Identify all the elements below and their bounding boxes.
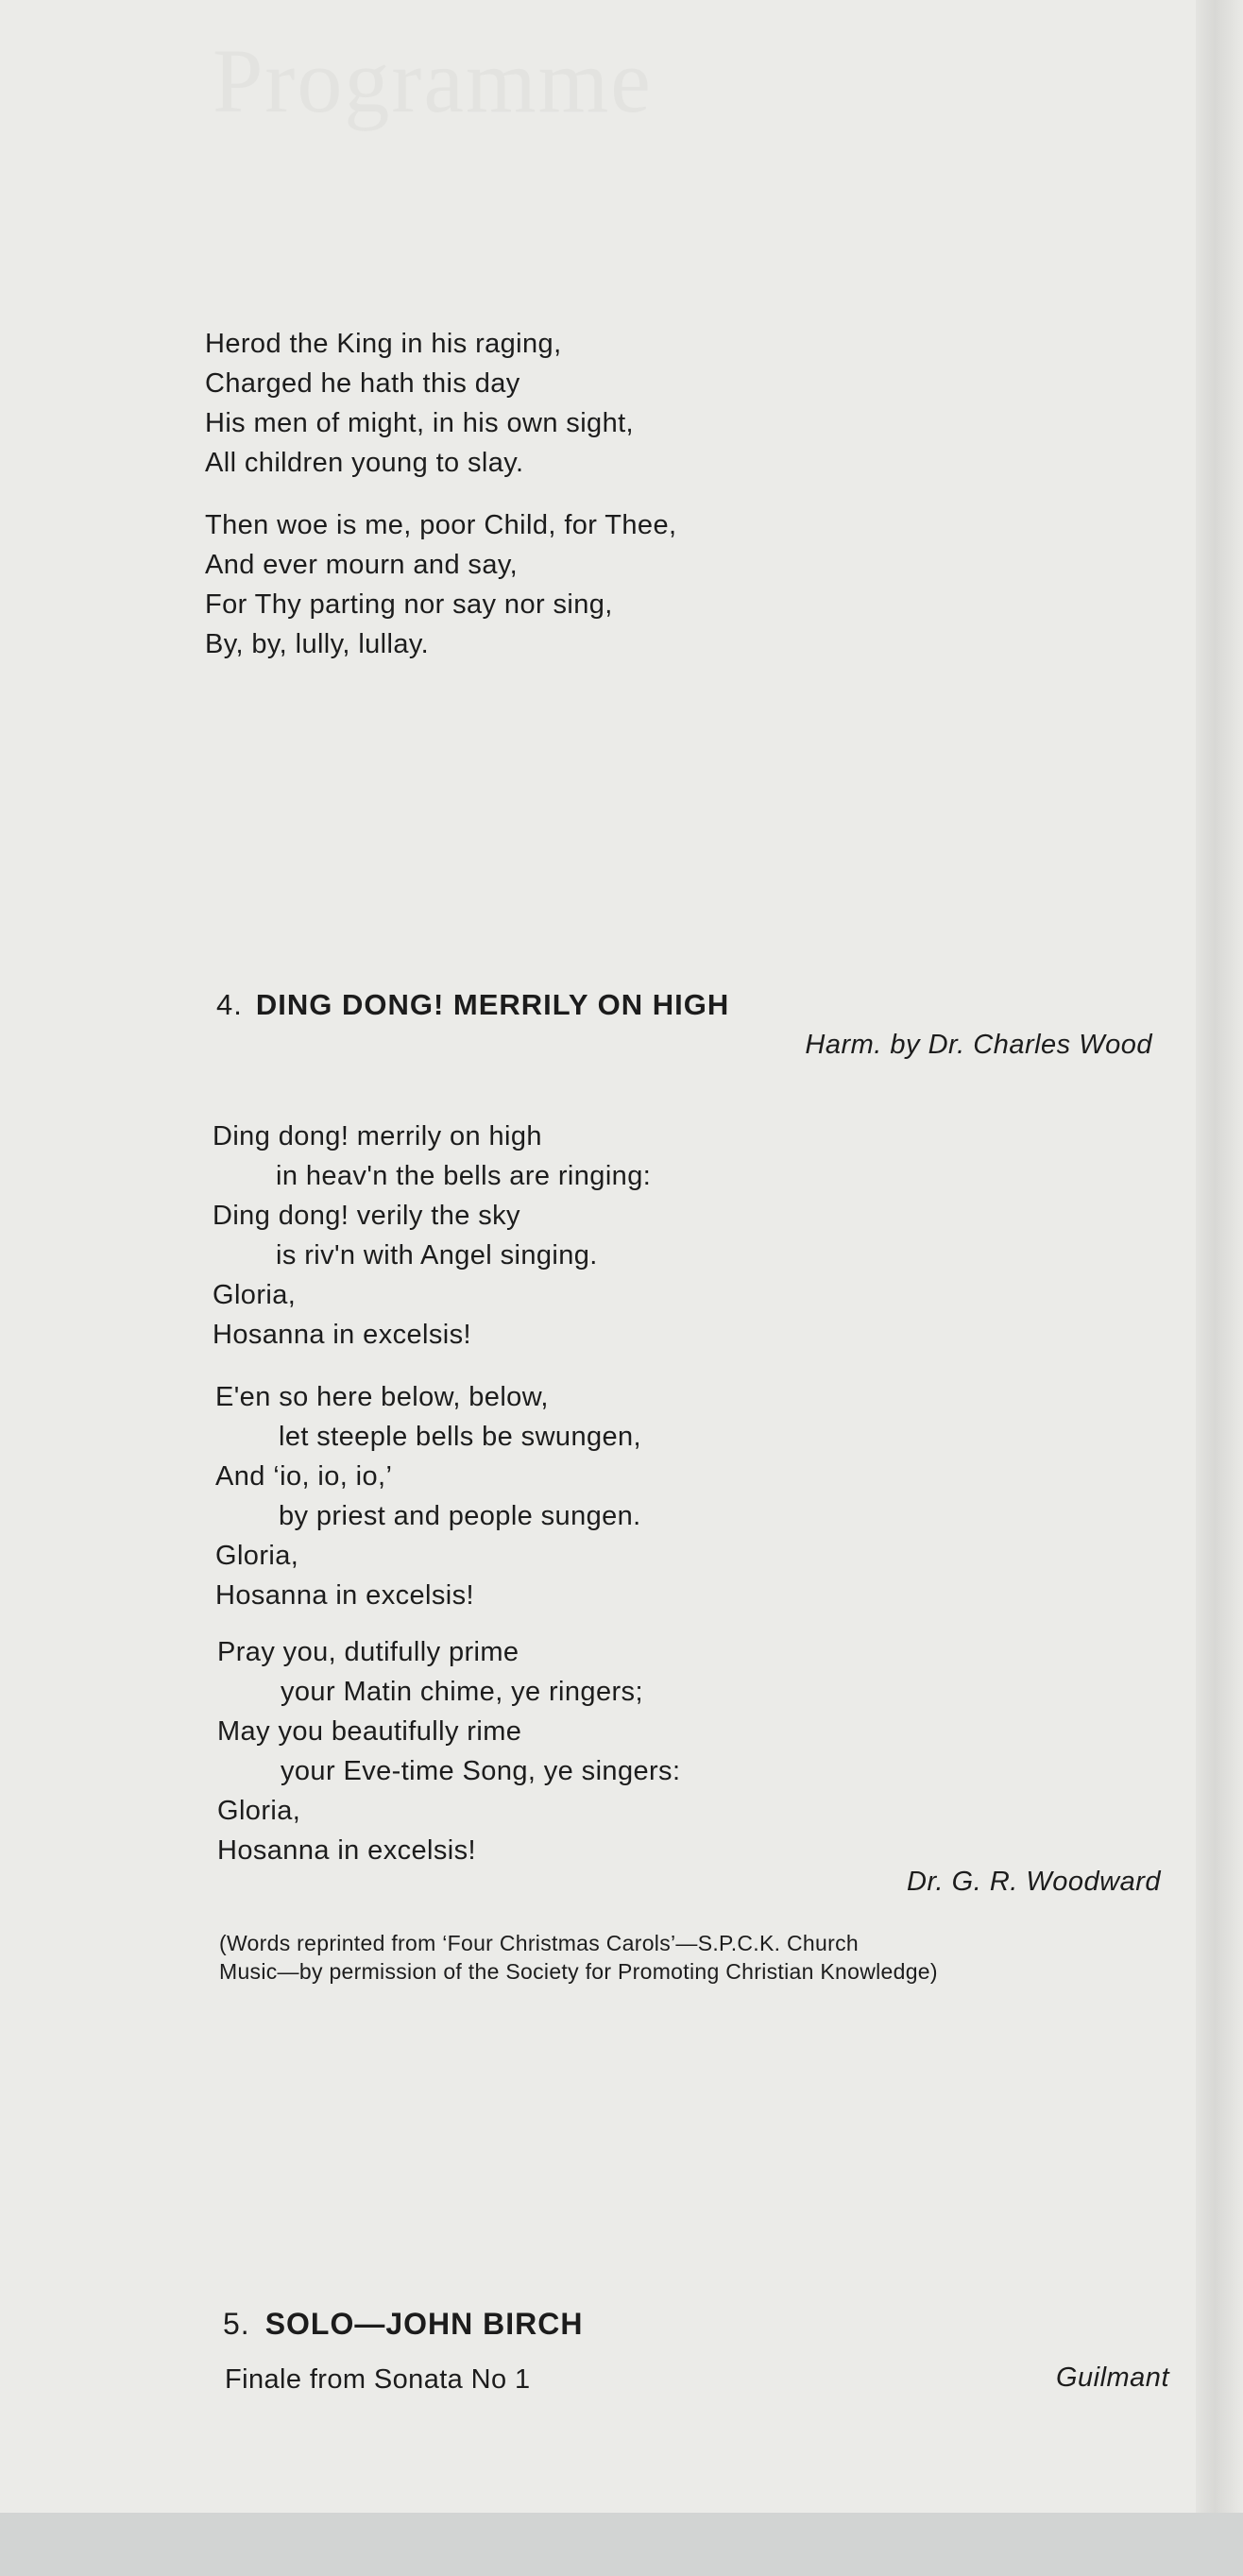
page-fold-edge: [1196, 0, 1243, 2576]
show-through-title: Programme: [213, 30, 653, 131]
lyric-line: His men of might, in his own sight,: [205, 408, 635, 438]
lyric-line: your Eve-time Song, ye singers:: [281, 1756, 681, 1786]
lyric-line: E'en so here below, below,: [215, 1382, 549, 1412]
carol-number: 4.: [216, 988, 243, 1021]
lyric-line: And ‘io, io, io,’: [215, 1461, 393, 1492]
permission-note: [219, 1929, 938, 1986]
lyric-line: May you beautifully rime: [217, 1716, 522, 1747]
carol-title: DING DONG! MERRILY ON HIGH: [255, 988, 730, 1021]
note-line: (Words reprinted from ‘Four Christmas Carols’—S.P.C.K. Church: [219, 1931, 859, 1955]
lyric-line: For Thy parting nor say nor sing,: [205, 589, 613, 620]
solo-composer: Guilmant: [1055, 2363, 1169, 2393]
lyric-line: Ding dong! merrily on high: [213, 1121, 542, 1152]
herod-stanza-2: [205, 505, 676, 664]
lyric-line: by priest and people sungen.: [279, 1501, 641, 1531]
solo-title: SOLO—JOHN BIRCH: [264, 2307, 584, 2341]
lyric-line: Then woe is me, poor Child, for Thee,: [205, 510, 677, 540]
lyric-line: Gloria,: [217, 1796, 301, 1826]
solo-piece: Finale from Sonata No 1: [225, 2364, 531, 2395]
lyric-line: Charged he hath this day: [205, 368, 520, 399]
lyric-line: Herod the King in his raging,: [205, 329, 562, 359]
scan-background-strip: [0, 2513, 1243, 2576]
lyric-line: Hosanna in excelsis!: [217, 1835, 476, 1866]
carol-4-heading: [216, 988, 729, 1022]
lyric-line: Gloria,: [215, 1541, 299, 1571]
lyric-line: let steeple bells be swungen,: [279, 1422, 642, 1452]
note-line: Music—by permission of the Society for Promoting Christian Knowledge): [219, 1959, 938, 1984]
lyric-line: And ever mourn and say,: [205, 550, 519, 580]
lyric-line: Gloria,: [213, 1280, 297, 1310]
lyric-line: is riv'n with Angel singing.: [276, 1240, 598, 1271]
lyric-line: All children young to slay.: [205, 448, 524, 478]
lyric-line: Pray you, dutifully prime: [217, 1637, 519, 1667]
lyric-line: in heav'n the bells are ringing:: [276, 1161, 652, 1191]
carol-4-stanza-3: [217, 1632, 680, 1870]
solo-heading: [223, 2307, 583, 2342]
lyric-line: Ding dong! verily the sky: [213, 1201, 520, 1231]
arranger-credit: Harm. by Dr. Charles Wood: [805, 1030, 1152, 1060]
solo-number: 5.: [223, 2307, 250, 2341]
lyric-line: By, by, lully, lullay.: [205, 629, 430, 659]
carol-4-stanza-1: [213, 1117, 651, 1355]
lyric-line: your Matin chime, ye ringers;: [281, 1677, 643, 1707]
author-credit: Dr. G. R. Woodward: [907, 1867, 1161, 1897]
carol-4-stanza-2: [215, 1377, 641, 1615]
herod-stanza-1: [205, 324, 634, 483]
lyric-line: Hosanna in excelsis!: [213, 1320, 471, 1350]
lyric-line: Hosanna in excelsis!: [215, 1580, 474, 1611]
